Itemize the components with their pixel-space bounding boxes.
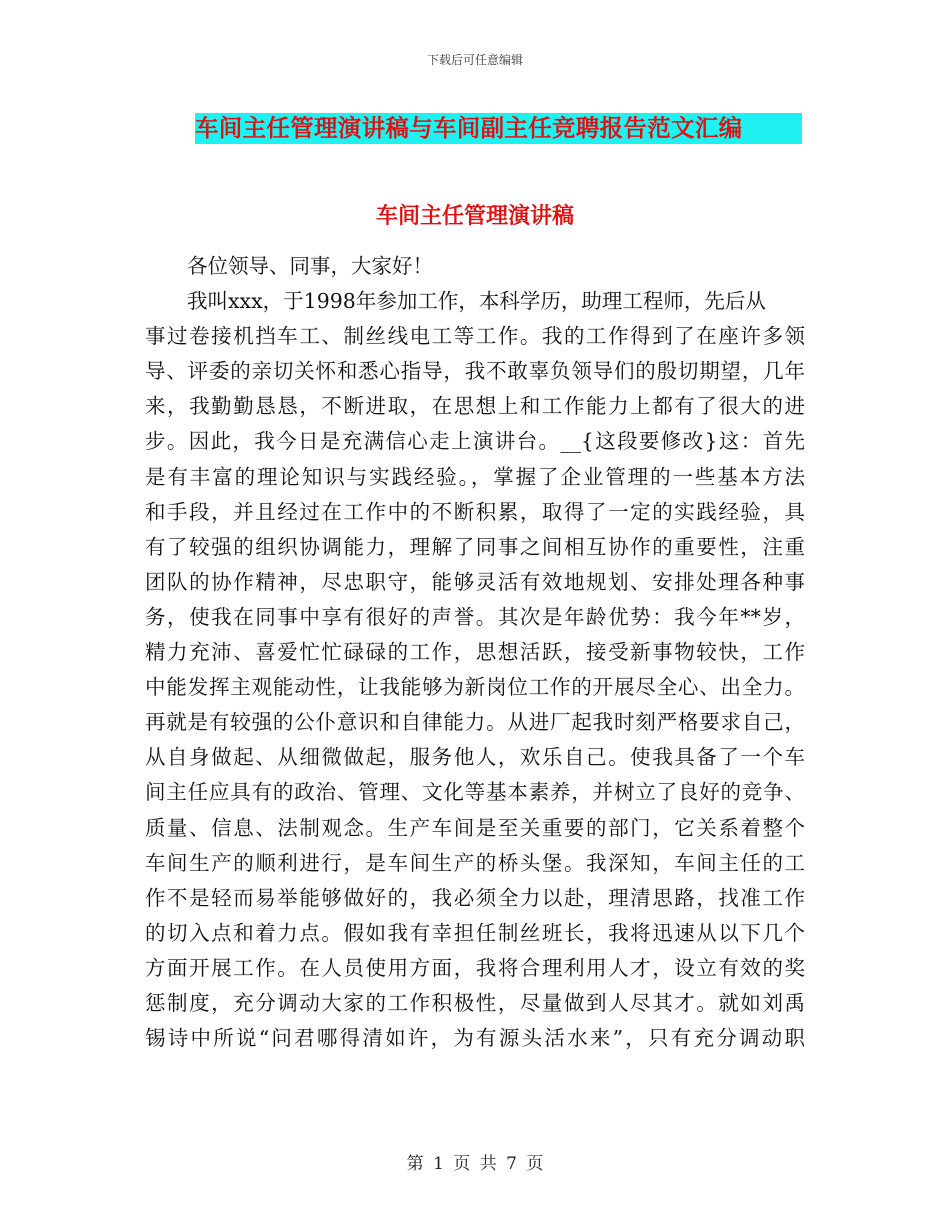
text-line: 从自身做起、从细微做起，服务他人，欢乐自己。使我具备了一个车: [145, 745, 805, 770]
text-line: 惩制度，充分调动大家的工作积极性，尽量做到人尽其才。就如刘禹: [145, 990, 805, 1015]
greeting-line: 各位领导、同事，大家好！: [187, 254, 433, 278]
text-line: 事过卷接机挡车工、制丝线电工等工作。我的工作得到了在座许多领: [145, 324, 805, 349]
text-line: 中能发挥主观能动性，让我能够为新岗位工作的开展尽全心、出全力。: [145, 675, 805, 700]
text-line: 有了较强的组织协调能力，理解了同事之间相互协作的重要性，注重: [145, 534, 805, 559]
text-line: 的切入点和着力点。假如我有幸担任制丝班长，我将迅速从以下几个: [145, 920, 805, 945]
text-line: 是有丰富的理论知识与实践经验。，掌握了企业管理的一些基本方法: [145, 464, 805, 489]
text-line: 车间生产的顺利进行，是车间生产的桥头堡。我深知，车间主任的工: [145, 850, 805, 875]
text-line: 间主任应具有的政治、管理、文化等基本素养，并树立了良好的竞争、: [145, 780, 805, 805]
text-line: 来，我勤勤恳恳，不断进取，在思想上和工作能力上都有了很大的进: [145, 394, 805, 419]
text-line: 团队的协作精神，尽忠职守，能够灵活有效地规划、安排处理各种事: [145, 569, 805, 594]
text-line: 方面开展工作。在人员使用方面，我将合理利用人才，设立有效的奖: [145, 955, 805, 980]
document-body: [145, 249, 805, 1056]
text-line: 再就是有较强的公仆意识和自律能力。从进厂起我时刻严格要求自己，: [145, 710, 805, 735]
section-title: 车间主任管理演讲稿: [375, 204, 574, 229]
text-line: 精力充沛、喜爱忙忙碌碌的工作，思想活跃，接受新事物较快，工作: [145, 640, 805, 665]
document-main-title: 车间主任管理演讲稿与车间副主任竞聘报告范文汇编: [195, 113, 802, 144]
text-line: 作不是轻而易举能够做好的，我必须全力以赴，理清思路，找准工作: [145, 885, 805, 910]
paragraph: [145, 284, 805, 1056]
text-line: 务，使我在同事中享有很好的声誉。其次是年龄优势：我今年**岁，: [145, 604, 805, 629]
text-line: 质量、信息、法制观念。生产车间是至关重要的部门，它关系着整个: [145, 815, 805, 840]
text-line: 和手段，并且经过在工作中的不断积累，取得了一定的实践经验，具: [145, 499, 805, 524]
text-line: 导、评委的亲切关怀和悉心指导，我不敢辜负领导们的殷切期望，几年: [145, 359, 805, 384]
page-number-footer: 第 1 页 共 7 页: [406, 1154, 544, 1174]
text-line: 锡诗中所说“问君哪得清如许，为有源头活水来”，只有充分调动职: [145, 1026, 805, 1051]
text-line: 步。因此，我今日是充满信心走上演讲台。__{这段要修改}这：首先: [145, 429, 805, 454]
page-header-note: 下载后可任意编辑: [426, 53, 523, 67]
text-line: 我叫xxx，于1998年参加工作，本科学历，助理工程师，先后从: [187, 289, 766, 314]
